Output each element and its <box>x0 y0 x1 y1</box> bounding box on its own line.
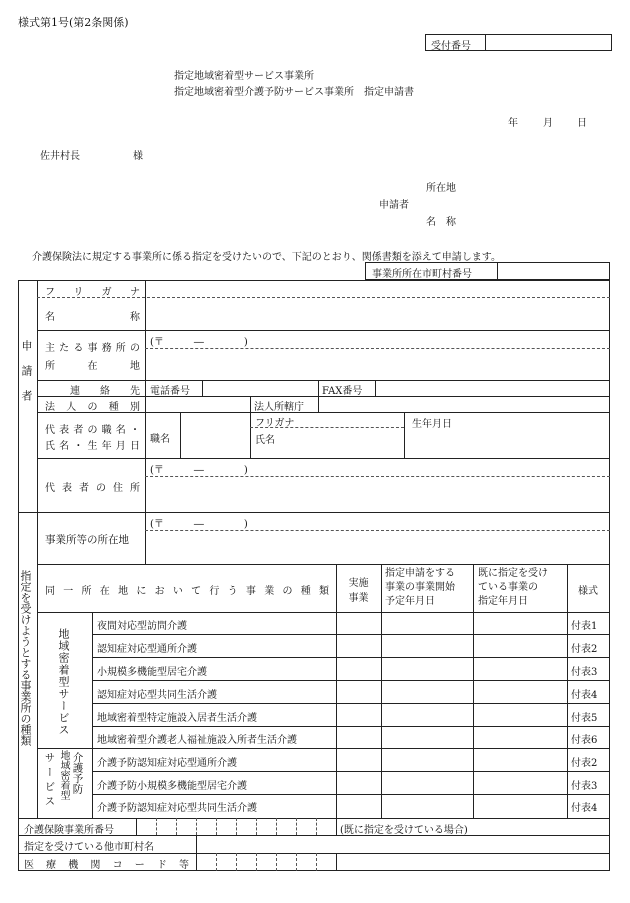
insurance-number-label: 介護保険事業所番号 <box>24 825 114 836</box>
group-prevention-label-c: 地域密着型 <box>58 750 69 800</box>
business-postal: (〒 ― ) <box>150 519 248 530</box>
rep-furigana-label: フリガナ <box>255 418 295 429</box>
receipt-number-label: 受付番号 <box>431 41 471 52</box>
existing-date-header: 既に指定を受け ている事業の 指定年月日 <box>478 568 548 607</box>
group-community-label: 地域密着型サービス <box>57 628 70 736</box>
medical-code-label: 医 療 機 関 コ ー ド 等 <box>24 860 189 871</box>
group-prevention-label-a: 介護予防 <box>71 752 84 794</box>
implementation-cells[interactable] <box>338 614 379 816</box>
service-name: 認知症対応型通所介護 <box>97 644 197 655</box>
date-month-label: 月 <box>543 118 553 129</box>
title-line-2: 指定地域密着型介護予防サービス事業所 指定申請書 <box>174 87 414 98</box>
furigana-field[interactable] <box>147 281 607 296</box>
service-name: 地域密着型介護老人福祉施設入所者生活介護 <box>97 735 297 746</box>
corp-type-field[interactable] <box>147 397 247 411</box>
birthdate-field[interactable] <box>406 428 606 456</box>
form-number: 様式第1号(第2条関係) <box>18 16 129 29</box>
representative-label-2: 氏 名 ・ 生 年 月 日 <box>45 441 140 452</box>
date-year-label: 年 <box>508 118 518 129</box>
addressee-honorific: 様 <box>133 151 143 162</box>
form-column-header: 様式 <box>578 586 598 597</box>
start-date-header: 指定申請をする 事業の事業開始 予定年月日 <box>385 568 455 607</box>
office-address-label-1: 主 た る 事 務 所 の <box>45 343 140 354</box>
representative-label-1: 代 表 者 の 職 名 ・ <box>45 425 140 436</box>
service-name: 夜間対応型訪問介護 <box>97 621 187 632</box>
business-side-label: 指定を受けようとする事業所の種類 <box>19 570 32 746</box>
rep-name-label: 氏名 <box>255 435 275 446</box>
phone-field[interactable] <box>204 381 316 395</box>
business-location-field[interactable] <box>147 532 607 562</box>
service-form: 付表3 <box>571 667 598 678</box>
receipt-number-field[interactable] <box>488 35 610 50</box>
municipality-number-field[interactable] <box>499 263 609 279</box>
position-field[interactable] <box>182 414 248 456</box>
corp-authority-field[interactable] <box>320 397 607 411</box>
service-form: 付表1 <box>571 621 598 632</box>
service-form: 付表6 <box>571 735 598 746</box>
name-field[interactable] <box>147 299 607 329</box>
fax-label: FAX番号 <box>322 386 363 397</box>
service-name: 介護予防認知症対応型共同生活介護 <box>97 803 257 814</box>
service-name: 介護予防小規模多機能型居宅介護 <box>97 781 247 792</box>
service-form: 付表5 <box>571 713 598 724</box>
implementation-header: 実施 事業 <box>348 578 369 604</box>
service-form: 付表2 <box>571 758 598 769</box>
addressee: 佐井村長 <box>40 151 80 162</box>
application-statement: 介護保険法に規定する事業所に係る指定を受けたいので、下記のとおり、関係書類を添えて申請します。 <box>32 252 501 263</box>
service-name: 介護予防認知症対応型通所介護 <box>97 758 237 769</box>
date-day-label: 日 <box>577 118 587 129</box>
applicant-side-label: 申請者 <box>20 340 33 415</box>
service-form: 付表4 <box>571 803 598 814</box>
office-address-field[interactable] <box>147 350 607 378</box>
service-form: 付表2 <box>571 644 598 655</box>
rep-postal: (〒 ― ) <box>150 465 248 476</box>
service-name: 認知症対応型共同生活介護 <box>97 690 217 701</box>
contact-label: 連 絡 先 <box>70 386 140 397</box>
name-label: 名 称 <box>45 312 140 323</box>
business-location-label: 事業所等の所在地 <box>45 534 129 546</box>
service-form: 付表3 <box>571 781 598 792</box>
applicant-address-label: 所在地 <box>426 183 456 194</box>
rep-address-field[interactable] <box>147 478 607 510</box>
applicant-label: 申請者 <box>379 200 409 211</box>
fax-field[interactable] <box>377 381 607 395</box>
service-types-header: 同 一 所 在 地 に お い て 行 う 事 業 の 種 類 <box>45 586 329 597</box>
already-designated-note: (既に指定を受けている場合) <box>340 825 468 836</box>
position-label: 職名 <box>150 434 170 445</box>
title-line-1: 指定地域密着型サービス事業所 <box>174 71 314 82</box>
furigana-label: フ リ ガ ナ <box>45 287 140 298</box>
other-municipality-label: 指定を受けている他市町村名 <box>24 842 154 853</box>
corp-type-label: 法 人 の 種 別 <box>45 402 140 413</box>
municipality-number-label: 事業所所在市町村番号 <box>372 269 472 280</box>
applicant-name-label: 名 称 <box>426 217 456 228</box>
other-municipality-field[interactable] <box>198 836 608 851</box>
medical-code-field[interactable] <box>198 854 335 870</box>
rep-address-label: 代 表 者 の 住 所 <box>45 483 140 494</box>
service-form: 付表4 <box>571 690 598 701</box>
corp-authority-label: 法人所轄庁 <box>254 402 304 413</box>
group-prevention-label-b: サービス <box>43 752 56 810</box>
service-name: 地域密着型特定施設入居者生活介護 <box>97 713 257 724</box>
office-address-label-2: 所 在 地 <box>45 361 140 372</box>
start-date-cells[interactable] <box>383 614 471 816</box>
existing-date-cells[interactable] <box>475 614 565 816</box>
phone-label: 電話番号 <box>150 386 190 397</box>
office-postal: (〒 ― ) <box>150 337 248 348</box>
service-name: 小規模多機能型居宅介護 <box>97 667 207 678</box>
insurance-number-field[interactable] <box>137 819 335 834</box>
birthdate-label: 生年月日 <box>412 419 452 430</box>
